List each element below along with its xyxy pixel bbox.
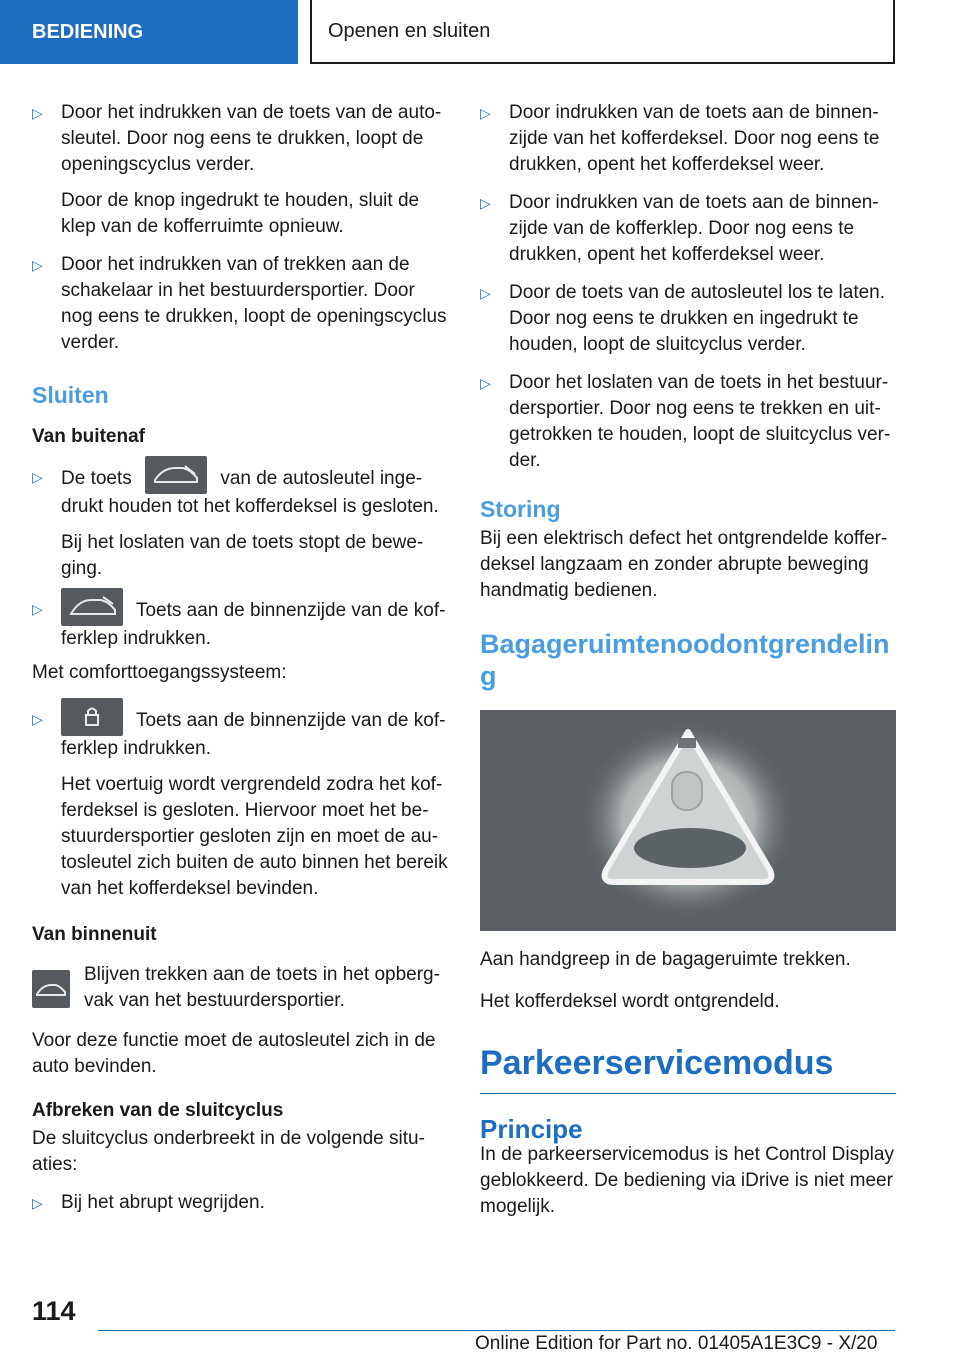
heading-van-binnenuit: Van binnenuit — [32, 924, 157, 945]
triangle-bullet-icon: ▷ — [32, 1195, 43, 1211]
chapter-title: Openen en sluiten — [310, 0, 895, 64]
heading-sluiten: Sluiten — [32, 382, 109, 408]
list-item: ▷ Toets aan de binnenzijde van de kofferklep indrukken. — [32, 596, 448, 652]
lock-icon — [61, 698, 123, 736]
heading-bagageruimte: Bagageruimtenoodontgrendelin g — [480, 629, 890, 691]
triangle-bullet-icon: ▷ — [32, 601, 43, 617]
heading-parkeerservicemodus: Parkeerservicemodus — [480, 1043, 896, 1094]
triangle-bullet-icon: ▷ — [32, 105, 43, 121]
triangle-bullet-icon: ▷ — [480, 375, 491, 391]
paragraph: Bij een elektrisch defect het ontgrendelde kofferdeksel langzaam en zonder abrupte beweging handmatig bedienen. — [480, 528, 888, 601]
list-item: ▷ Door het indrukken van of trekken aan de schakelaar in het bestuurdersportier. Door nog eens te drukken, loopt de openingscyclus verder. — [32, 254, 447, 353]
list-item: ▷ Door het loslaten van de toets in het bestuurdersportier. Door nog eens te trekken en uitgetrokken te houden, loopt de sluitcyclus verder. — [480, 372, 891, 471]
triangle-bullet-icon: ▷ — [480, 105, 491, 121]
binnenuit-block: Blijven trekken aan de toets in het opbergvak van het bestuurdersportier. — [32, 962, 448, 1014]
paragraph: In de parkeerservicemodus is het Control Display geblokkeerd. De bediening via iDrive is niet meer mogelijk. — [480, 1144, 894, 1217]
page-number: 114 — [32, 1296, 76, 1326]
list-item: ▷ Door indrukken van de toets aan de binnenzijde van het kofferdeksel. Door nog eens te drukken, opent het kofferdeksel weer. — [480, 102, 880, 175]
paragraph: De sluitcyclus onderbreekt in de volgende situaties: — [32, 1128, 425, 1175]
section-tab: BEDIENING — [0, 0, 298, 64]
paragraph: Voor deze functie moet de autosleutel zich in de auto bevinden. — [32, 1030, 436, 1077]
heading-storing: Storing — [480, 496, 561, 522]
list-item: ▷ Toets aan de binnenzijde van de kofferklep indrukken. Het voertuig wordt vergrendeld zodra het kofferdeksel is gesloten. Hiervoor moet het bestuurdersportier gesloten zijn en moet de autosleutel zich buiten de auto binnen het bereik van het kofferdeksel bevinden. — [32, 706, 448, 902]
heading-afbreken: Afbreken van de sluitcyclus — [32, 1100, 284, 1121]
list-item: ▷ De toets van de autosleutel ingedrukt houden tot het kofferdeksel is gesloten. Bij het loslaten van de toets stopt de beweging. — [32, 464, 448, 582]
list-item: ▷ Bij het abrupt wegrijden. — [32, 1190, 448, 1216]
right-column — [480, 100, 896, 1232]
list-item: ▷ Door indrukken van de toets aan de binnenzijde van de kofferklep. Door nog eens te drukken, opent het kofferdeksel weer. — [480, 192, 879, 265]
list-item: ▷ Door het indrukken van de toets van de autosleutel. Door nog eens te drukken, loopt de openingscyclus verder. Door de knop ingedrukt te houden, sluit de klep van de kofferruimte opnieuw. — [32, 102, 442, 237]
emergency-release-handle-image — [480, 710, 896, 931]
edition-text: Online Edition for Part no. 01405A1E3C9 - X/20 — [475, 1333, 878, 1354]
car-trunk-icon — [145, 456, 207, 494]
figure-caption: Aan handgreep in de bagageruimte trekken. — [480, 949, 851, 970]
car-trunk-icon — [32, 970, 70, 1008]
comfort-label: Met comforttoegangssysteem: — [32, 662, 287, 683]
figure-caption: Het kofferdeksel wordt ontgrendeld. — [480, 991, 780, 1012]
left-column — [32, 100, 448, 1228]
triangle-bullet-icon: ▷ — [32, 469, 43, 485]
trunk-close-button-icon — [61, 588, 123, 626]
triangle-bullet-icon: ▷ — [32, 711, 43, 727]
heading-van-buitenaf: Van buitenaf — [32, 426, 145, 447]
triangle-bullet-icon: ▷ — [480, 195, 491, 211]
list-item: ▷ Door de toets van de autosleutel los te laten. Door nog eens te drukken en ingedrukt te houden, loopt de sluitcyclus verder. — [480, 282, 886, 355]
triangle-bullet-icon: ▷ — [480, 285, 491, 301]
heading-principe: Principe — [480, 1114, 583, 1144]
triangle-bullet-icon: ▷ — [32, 257, 43, 273]
